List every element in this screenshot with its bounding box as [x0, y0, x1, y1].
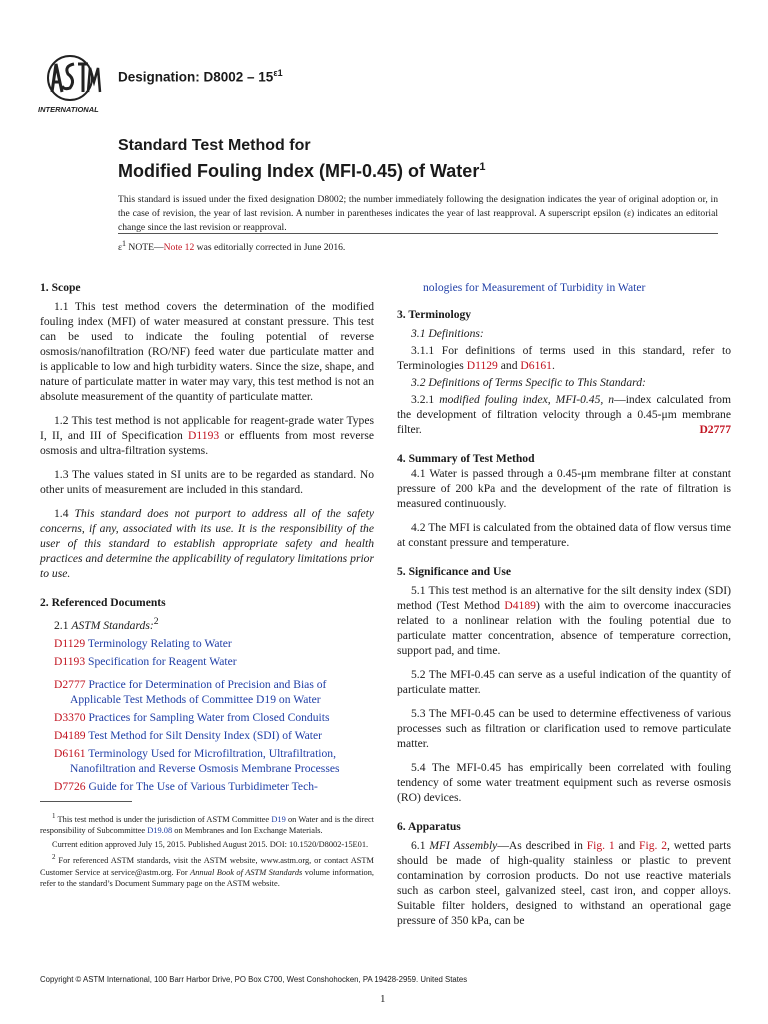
paragraph-4-1: 4.1 Water is passed through a 0.45-μm membrane filter at constant pressure of 200 kPa and the development of the rate of filtration is measured continuously.: [397, 467, 731, 510]
footnote-divider: [40, 801, 132, 802]
paragraph-5-1: 5.1 This test method is an alternative for the silt density index (SDI) method (Test Method D4189) with the aim to overcome inaccuracies related to a nonlinear relation with the fouling potential due to particulate matter concentration, absence of temperature correction, support pad, and time.: [397, 584, 731, 657]
link-fig-2[interactable]: Fig. 2: [639, 839, 668, 852]
copyright-notice: Copyright © ASTM International, 100 Barr Harbor Drive, PO Box C700, West Conshohocken, PA 19428-2959. United States: [40, 975, 468, 984]
paragraph-3-2: 3.2 Definitions of Terms Specific to This Standard:: [411, 376, 646, 389]
footnotes: [40, 811, 374, 892]
paragraph-3-1: 3.1 Definitions:: [411, 327, 484, 340]
section-apparatus-heading: 6. Apparatus: [397, 820, 461, 833]
page-title: Standard Test Method for Modified Fouling Index (MFI-0.45) of Water$^1$: [118, 137, 486, 181]
reference-item[interactable]: D6161 Terminology Used for Microfiltration, Ultrafiltration, Nanofiltration and Reverse Osmosis Membrane Processes: [54, 746, 340, 775]
paragraph-4-2: 4.2 The MFI is calculated from the obtained data of flow versus time at constant pressure and temperature.: [397, 521, 731, 549]
reference-list: [40, 636, 374, 794]
left-column: [40, 280, 374, 797]
designation: Designation: $D8002 - 15^{\varepsilon 1}$: [118, 68, 283, 85]
reference-item[interactable]: D7726 Guide for The Use of Various Turbidimeter Tech-: [54, 779, 318, 793]
paragraph-5-4: 5.4 The MFI-0.45 has empirically been correlated with fouling tendency of some water treatment equipment such as reverse osmosis (RO) devices.: [397, 761, 731, 804]
note-12-link[interactable]: Note 12: [163, 242, 195, 254]
divider: [118, 233, 718, 234]
reference-continuation[interactable]: nologies for Measurement of Turbidity in Water: [423, 281, 646, 294]
issuance-statement: This standard is issued under the fixed designation D8002; the number immediately following the designation indicates the year of original adoption or, in the case of revision, the year of last revision. A number in parentheses indicates the year of last reapproval. A superscript epsilon (ε) indicates an editorial change since the last revision or reapproval.: [118, 194, 718, 233]
paragraph-1-1: 1.1 This test method covers the determination of the modified fouling index (MFI) of water measured at constant pressure. This test can be used to indicate the fouling potential of reverse osmosis/nanofiltration (RO/NF) feed water due particulate matter and is applicable to low and high turbidity waters. Since the size, shape, and nature of particulate matter in water may vary, this test method is not an absolute measurement of the quantity of particulate matter.: [40, 300, 374, 403]
section-significance-heading: 5. Significance and Use: [397, 565, 512, 578]
link-d19-08[interactable]: D19.08: [147, 826, 173, 836]
link-d4189[interactable]: D4189: [504, 599, 536, 612]
paragraph-1-3: 1.3 The values stated in SI units are to be regarded as standard. No other units of measurement are included in this standard.: [40, 468, 374, 496]
reference-item[interactable]: D2777 Practice for Determination of Precision and Bias of Applicable Test Methods of Committee D19 on Water: [54, 677, 327, 706]
paragraph-3-1-1: 3.1.1 For definitions of terms used in this standard, refer to Terminologies D1129 and D6161.: [397, 344, 731, 372]
link-fig-1[interactable]: Fig. 1: [586, 839, 615, 852]
link-d1129[interactable]: D1129: [466, 359, 498, 372]
paragraph-1-4: 1.4 This standard does not purport to address all of the safety concerns, if any, associated with its use. It is the responsibility of the user of this standard to establish appropriate safety and health practices and determine the applicability of regulatory limitations prior to use.: [40, 507, 375, 580]
footnote-2: $^2$ For referenced ASTM standards, visit the ASTM website, www.astm.org, or contact ASTM Customer Service at service@astm.org. For Annual Book of ASTM Standards volume information, refer to the standard’s Document Summary page on the ASTM website.: [40, 853, 374, 889]
footnote-1-approval: Current edition approved July 15, 2015. Published August 2015. DOI: 10.1520/D8002-15E01.: [52, 839, 369, 849]
section-summary-heading: 4. Summary of Test Method: [397, 452, 535, 465]
paragraph-1-2: 1.2 This test method is not applicable for reagent-grade water Types I, II, and III of Specification D1193 or effluents from most reverse osmosis and ultra-filtration systems.: [40, 414, 374, 457]
astm-logo: [34, 52, 114, 118]
link-d19[interactable]: D19: [271, 814, 286, 824]
paragraph-3-2-1: 3.2.1 modified fouling index, MFI-0.45, n—index calculated from the development of filtration velocity through a 0.45-μm membrane filter. D2777: [397, 393, 731, 436]
section-scope-heading: 1. Scope: [40, 281, 81, 294]
reference-item[interactable]: D1193 Specification for Reagent Water: [54, 654, 237, 668]
reference-item[interactable]: D3370 Practices for Sampling Water from Closed Conduits: [54, 710, 330, 724]
paragraph-5-2: 5.2 The MFI-0.45 can serve as a useful indication of the quantity of particulate matter.: [397, 668, 731, 696]
link-d6161[interactable]: D6161: [520, 359, 552, 372]
paragraph-6-1: 6.1 MFI Assembly—As described in Fig. 1 and Fig. 2, wetted parts should be made of high-quality stainless or plastic to prevent contamination by corrosion products. Do not use reactive materials such as carbon steel, galvanized steel, cast iron, and copper alloys. Suitable filter holders, designed to withstand an operational gage pressure of 350 kPa, can be: [397, 839, 732, 927]
page-number: 1: [380, 993, 386, 1005]
link-d1193[interactable]: D1193: [188, 429, 220, 442]
footnote-1: $^1$ This test method is under the jurisdiction of ASTM Committee D19 on Water and is the direct responsibility of Subcommittee D19.08 on Membranes and Ion Exchange Materials.: [40, 812, 374, 836]
link-d2777[interactable]: D2777: [699, 423, 731, 436]
reference-item[interactable]: D1129 Terminology Relating to Water: [54, 636, 232, 650]
right-column: [397, 280, 731, 937]
editorial-note: $\varepsilon^1$ NOTE—Note 12 was editorially corrected in June 2016.: [118, 239, 346, 254]
reference-item[interactable]: D4189 Test Method for Silt Density Index (SDI) of Water: [54, 728, 322, 742]
section-referenced-heading: 2. Referenced Documents: [40, 596, 166, 609]
logo-text: INTERNATIONAL: [38, 105, 99, 114]
paragraph-5-3: 5.3 The MFI-0.45 can be used to determine effectiveness of various processes such as filtration or clarification used to remove particulate matter.: [397, 707, 731, 750]
astm-standards-label: 2.1 ASTM Standards:$^2$: [54, 616, 159, 632]
section-terminology-heading: 3. Terminology: [397, 308, 472, 321]
